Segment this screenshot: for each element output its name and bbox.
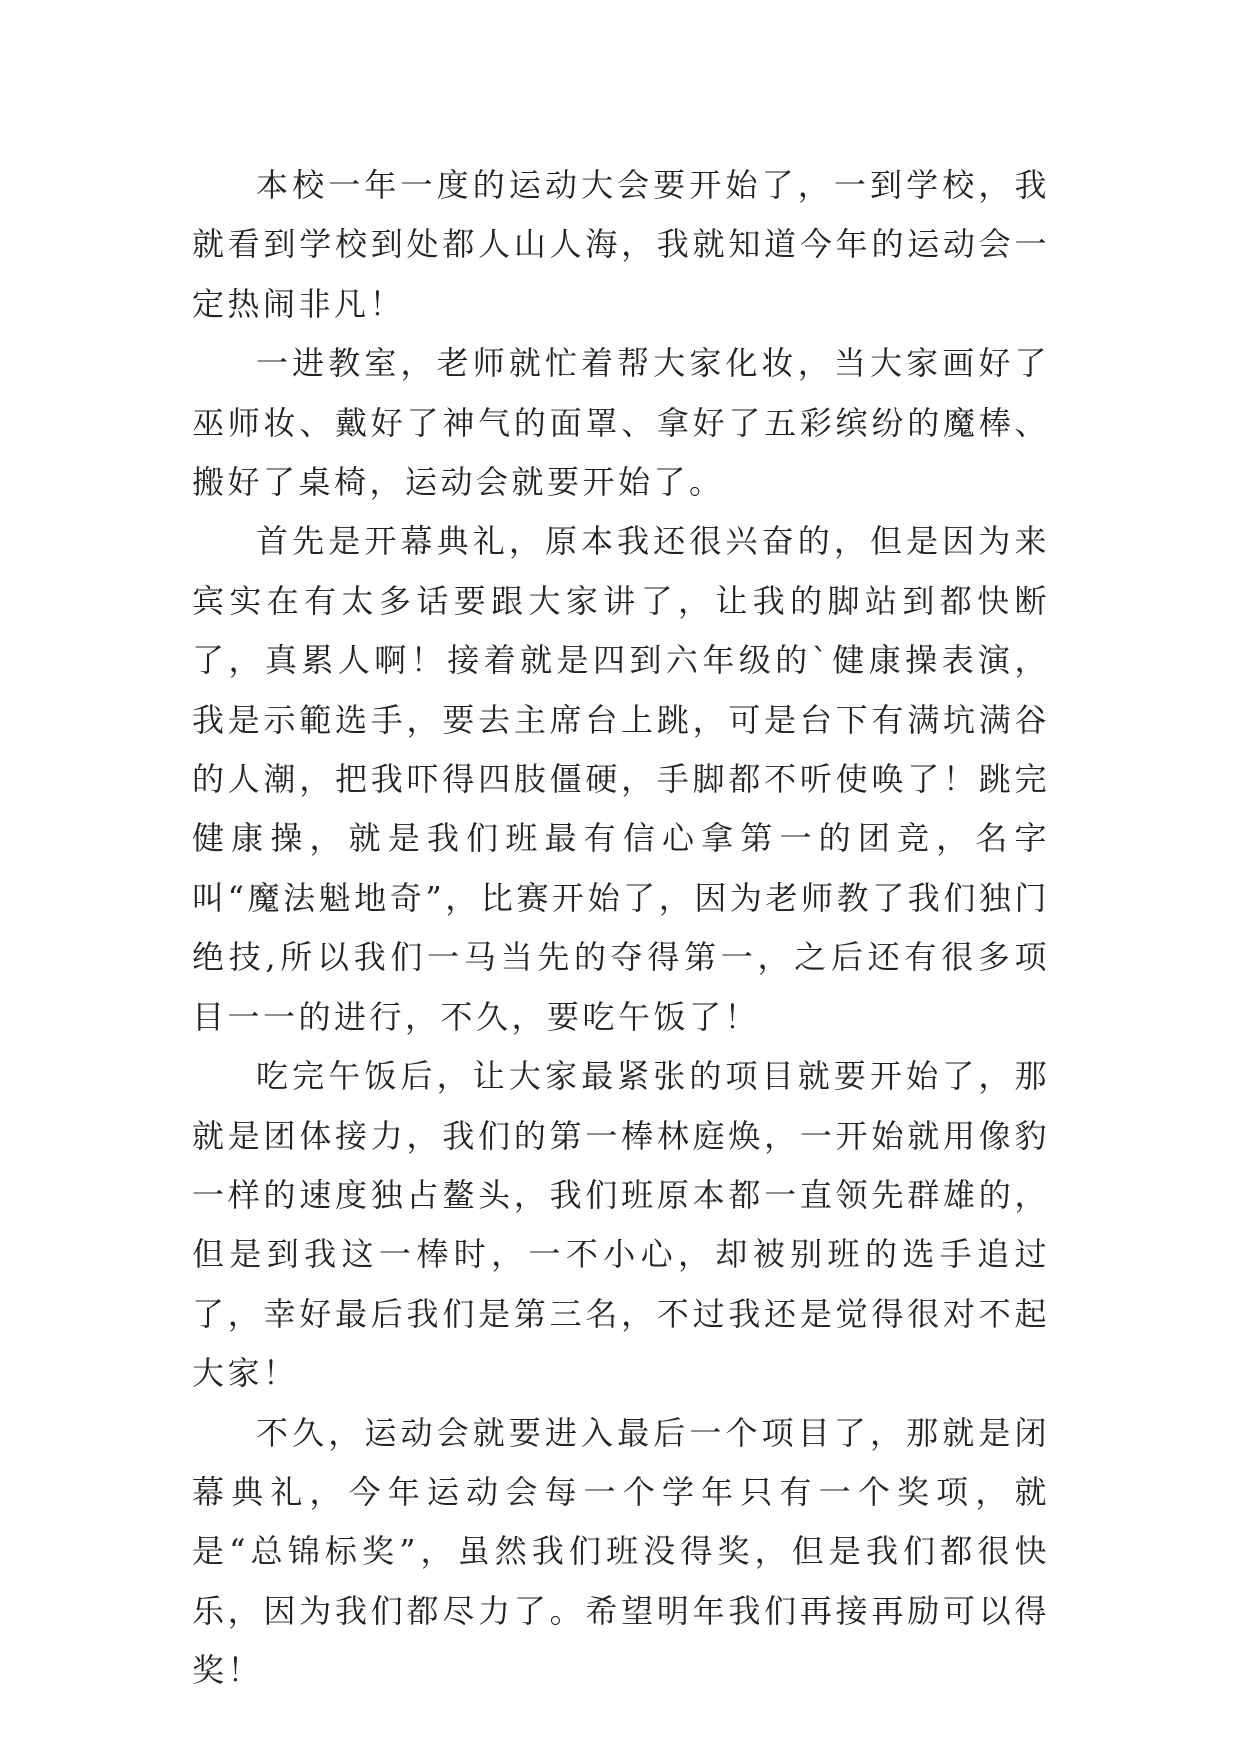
paragraph-2: 一进教室，老师就忙着帮大家化妆，当大家画好了巫师妆、戴好了神气的面罩、拿好了五彩缤纷的魔棒、搬好了桌椅，运动会就要开始了。 bbox=[192, 344, 1050, 502]
document-body bbox=[192, 156, 1050, 1701]
paragraph-1: 本校一年一度的运动大会要开始了，一到学校，我就看到学校到处都人山人海，我就知道今年的运动会一定热闹非凡！ bbox=[192, 166, 1050, 323]
paragraph-5: 不久，运动会就要进入最后一个项目了，那就是闭幕典礼，今年运动会每一个学年只有一个奖项，就是“总锦标奖”，虽然我们班没得奖，但是我们都很快乐，因为我们都尽力了。希望明年我们再接再励可以得奖！ bbox=[192, 1413, 1050, 1690]
paragraph-3: 首先是开幕典礼，原本我还很兴奋的，但是因为来宾实在有太多话要跟大家讲了，让我的脚站到都快断了，真累人啊！接着就是四到六年级的`健康操表演，我是示範选手，要去主席台上跳，可是台下有满坑满谷的人潮，把我吓得四肢僵硬，手脚都不听使唤了！跳完健康操，就是我们班最有信心拿第一的团竞，名字叫“魔法魁地奇”，比赛开始了，因为老师教了我们独门绝技,所以我们一马当先的夺得第一，之后还有很多项目一一的进行，不久，要吃午饭了！ bbox=[192, 522, 1050, 1036]
paragraph-4: 吃完午饭后，让大家最紧张的项目就要开始了，那就是团体接力，我们的第一棒林庭焕，一开始就用像豹一样的速度独占鳌头，我们班原本都一直领先群雄的，但是到我这一棒时，一不小心，却被别班的选手追过了，幸好最后我们是第三名，不过我还是觉得很对不起大家！ bbox=[192, 1057, 1050, 1393]
